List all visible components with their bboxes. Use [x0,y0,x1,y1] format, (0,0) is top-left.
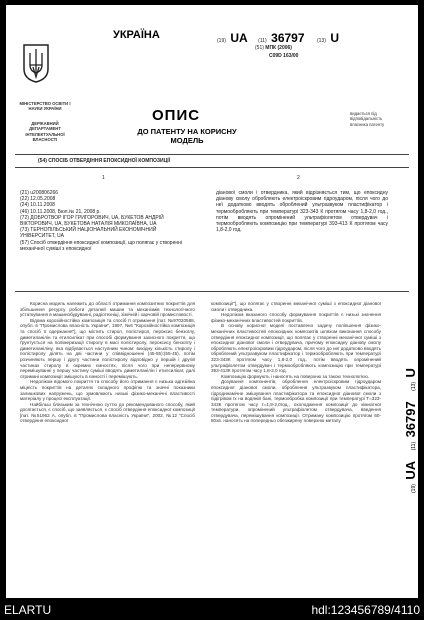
biblio-field: (72) ДОБРОТВОР ІГОР ГРИГОРОВИЧ, UA, БУКЕТОВ АНДРІЙ ВІКТОРОВИЧ, UA, БУКЕТОВА НАТАЛІЯ МИКОЛАЇВНА, UA [20,214,164,228]
mpk-class: C09D 163/00 [269,53,299,59]
patent-page [6,5,418,598]
body-paragraph: композиції"], що полягає у створенні механічної суміші з епоксидної діанової смоли і отвердника. [211,301,381,312]
department-name: ДЕРЖАВНИЙ ДЕПАРТАМЕНТ ІНТЕЛЕКТУАЛЬНОЇ ВЛАСНОСТІ [25,121,65,142]
body-paragraph: Недоліком вказаного способу формування покриттів є низькі значення фізико-механічних властивостей покриттів. [211,312,381,323]
body-paragraph: Відома корозійностійка композиція та спосіб її отримання [пат. №97020588, опубл. в "Промислова власність України", 1997, №6 "Корозійностійка композиція та спосіб її одержання"], що містить стирол, полістирол, пероксис бензоїлу, диметиланілін та етилсилікат при способі формування захисного покриття, що ґрунтується на полімеризації стиролу в масі полістиролу, пероксису бензоїлу і диметиланіліну, яка відбувається наступним чином: вихідну кількість стиролу і полістиролу ділять на дві частини у співвідношенні (45-55):(55-45), потім розчиняють першу і другу частини полістиролу відповідно у першій і другій частинах стиролу в окремих ємностях, після чого при неперервному перемішуванні у першу частину суміші вводять диметиланілін і етилсилікат, далі отримані композиції змішують в ємності і перемішують. [20,317,195,379]
vertical-code-13: (13) [411,381,417,391]
column-number-1: 1 [102,175,105,181]
patent-no-code: (11) [258,38,267,44]
body-paragraph: Корисна модель належить до області отримання композитних покриттів для збільшення ресурсу роботи деталей машин та механізмів технологічного устаткування в машинобудуванні, радіотехніці, хімічній і харчовій промисловості. [20,301,195,318]
body-left-column [20,301,195,424]
side-note: видається під відповідальність власника патенту [350,111,385,127]
vertical-code-11: (11) [411,441,417,451]
biblio-field: (46) 10.11.2008, Бюл.№ 21, 2008 р. [20,208,101,215]
biblio-field: (21) u200806266 [20,190,59,196]
ministry-name: МІНІСТЕРСТВО ОСВІТИ І НАУКИ УКРАЇНИ [19,101,71,112]
title-divider [15,154,409,155]
body-paragraph: Найбільш близьким за технічною суттю до рекомендованого способу, який досягається, є спосіб, що заявляється, є спосіб отвердіння епоксидної композиції [пат. №51962 А, опубл. в "Промислова власність України", 2002, №12 "Спосіб отвердіння епоксидної [20,401,195,424]
footer-source: ELARTU [4,603,52,617]
biblio-block [20,190,190,252]
viewer-footer [0,598,424,620]
biblio-field: (73) ТЕРНОПІЛЬСЬКИЙ НАЦІОНАЛЬНИЙ ЕКОНОМІЧНИЙ УНІВЕРСИТЕТ, UA [20,227,157,240]
body-right-column [211,301,381,424]
section-divider [15,291,409,292]
vertical-ua: UA [403,460,418,480]
biblio-field: (57) Спосіб отвердіння епоксидної композиції, що полягає у створенні механічної суміші з епоксидної [20,239,182,252]
mpk-line [255,45,292,51]
doc-kind: UA [230,31,248,45]
country-name: УКРАЇНА [113,29,160,41]
vertical-patent-id [402,368,418,493]
biblio-field: (22) 12.05.2008 [20,196,56,203]
vertical-code-19: (19) [411,484,417,493]
mpk-code: (51) [255,45,264,51]
invention-title: (54) СПОСІБ ОТВЕРДІННЯ ЕПОКСИДНОЇ КОМПОЗИЦІЇ [38,158,170,164]
document-subtitle: ДО ПАТЕНТУ НА КОРИСНУ МОДЕЛЬ [137,127,237,145]
body-paragraph: Композицію формують і наносять на поверхню за такою технологією. [221,373,370,379]
mpk-label: МПК (2006) [265,45,292,51]
title-divider-bottom [15,167,409,168]
kind-code-code: (13) [316,38,326,44]
coat-of-arms-icon [22,43,50,83]
doc-kind-code: (19) [217,38,226,44]
footer-handle: hdl:123456789/4110 [311,603,420,617]
body-paragraph: Дозування компонентів, оброблення електроіскровим гідроударом епоксидної діанової смоли, оброблення ультразвуком пластифікатора, гідродинамічне змішування пластифікатора та епоксидної діанової смоли з підігрівом їх на водяній бані, термообробка композиції при температурі Т=323-343К протягом часу τ=1,8-2,0год., охолодження композиції до кімнатної температури, опромінений ультрафіолетом отвердувача, введення отвердувача, перемішування композиції. Отриману композицію протягом 60-80хв. наносять на попередньо обезжирену поверхню металу [211,379,381,424]
vertical-number: 36797 [403,401,418,438]
claim-continuation: діанової смоли і отвердника, який відрізняється тим, що епоксидну діанову смолу обробляють електроіскровим гідроударом, після чого до неї додатково вводять оброблений ультразвуком пластифікатор і термообробляють при температурі 323-343 К протягом часу 1,8-2,0 год., потім вводять опромінений ультрафіолетом отвердувач і термообробляють композицію при температурі 393-413 К протягом часу 1,8-2,0 год. [216,190,388,234]
patent-number: 36797 [271,31,305,45]
biblio-field: (24) 10.11.2008 [20,202,55,209]
kind-code: U [330,31,339,45]
body-paragraph: Недоліком відомого покриття та способу його отримання є низька адгезійна міцність покриттів на деталях складного профілю та значні показники залишкових напружень, що зумовлюють низькі фізико-механічні властивості матеріалу у процесі експлуатації. [20,379,195,402]
body-paragraph: В основу корисної моделі поставлено задачу поліпшення фізико-механічних властивостей епоксидних композитів шляхом виконання способу отвердіння епоксидної композиції, що полягає у створенні механічної суміші з епоксидної діанової смоли і отвердувача, причому епоксидну діанову смолу обробляють електроіскровим гідроударом, після чого до неї додатково вводять оброблений ультразвуком пластифікатор і термообробляють при температурі 323-343К протягом часу 1,8-2,0 год., потім вводять опромінений ультрафіолетом отвердувач і термообробляють композицію при температурі 393-413К протягом часу 1,8-2,0 год. [211,323,381,374]
column-number-2: 2 [297,175,300,181]
document-title: ОПИС [152,107,201,124]
vertical-u: U [403,368,418,378]
